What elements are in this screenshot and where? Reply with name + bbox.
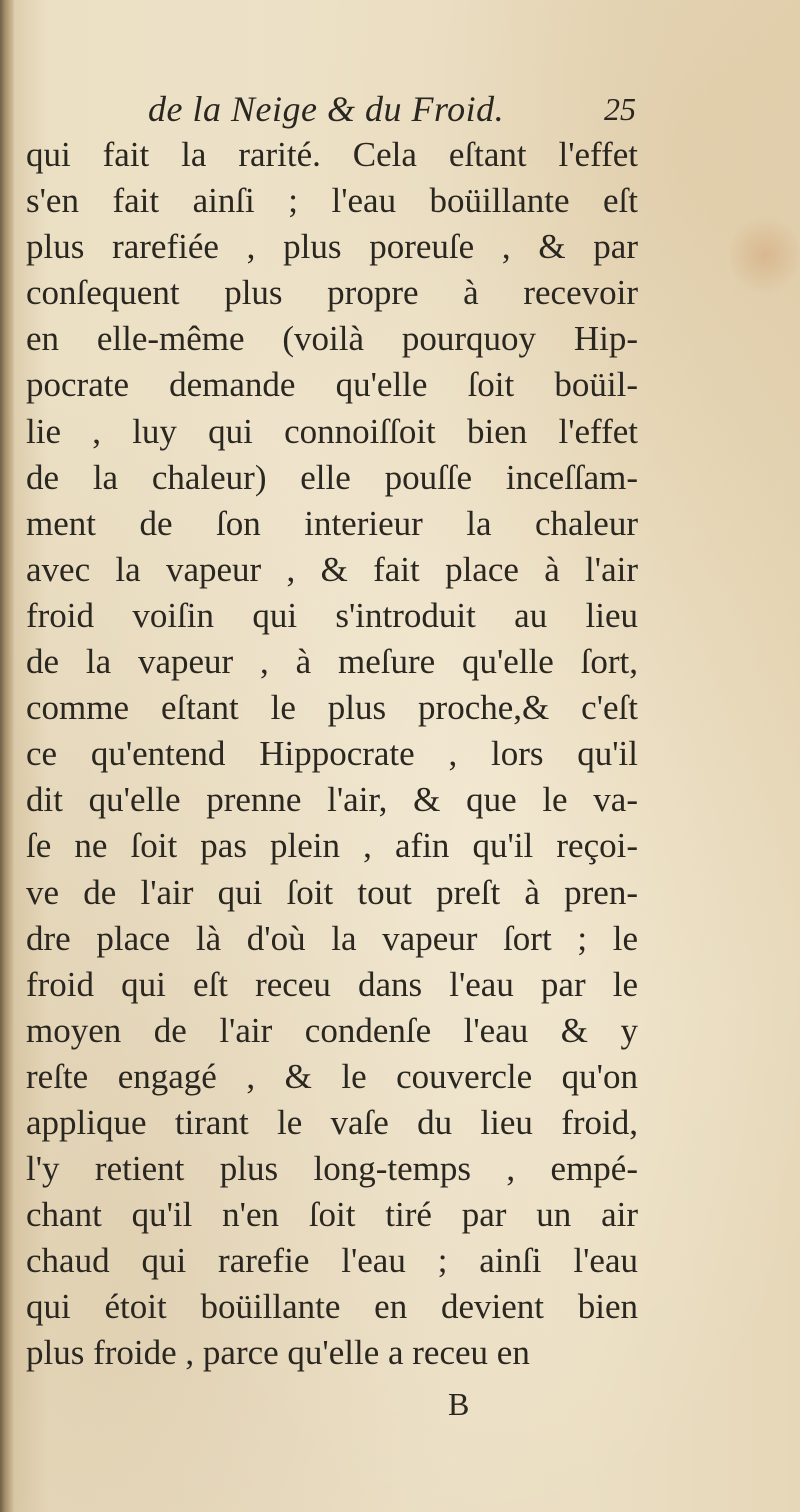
text-line: de la chaleur) elle pouſſe inceſſam- [26, 457, 638, 497]
text-line: dit qu'elle prenne l'air, & que le va- [26, 780, 638, 820]
text-line: moyen de l'air condenſe l'eau & y [26, 1010, 638, 1050]
text-line: qui fait la rarité. Cela eſtant l'effet [26, 135, 638, 174]
text-line: dre place là d'où la vapeur ſort ; le [26, 918, 638, 958]
text-line: applique tirant le vaſe du lieu froid, [26, 1102, 638, 1142]
text-line: en elle-même (voilà pourquoy Hip- [26, 319, 638, 359]
text-line: comme eſtant le plus proche,& c'eſt [26, 688, 638, 728]
text-line: ſe ne ſoit pas plein , afin qu'il reçoi- [26, 826, 638, 866]
text-line: ce qu'entend Hippocrate , lors qu'il [26, 734, 638, 774]
signature-mark: B [448, 1386, 470, 1422]
text-line: de la vapeur , à meſure qu'elle ſort, [26, 642, 638, 682]
text-line: plus rarefiée , plus poreuſe , & par [26, 227, 638, 267]
running-head-title: de la Neige & du Froid. [148, 89, 505, 129]
running-head [0, 84, 800, 134]
text-line: chaud qui rarefie l'eau ; ainſi l'eau [26, 1241, 638, 1281]
text-line: ve de l'air qui ſoit tout preſt à pren- [26, 872, 638, 912]
text-line: l'y retient plus long-temps , empé- [26, 1149, 638, 1189]
text-line: plus froide , parce qu'elle a receu en [26, 1333, 530, 1373]
text-line: froid voiſin qui s'introduit au lieu [26, 595, 638, 635]
text-line: lie , luy qui connoiſſoit bien l'effet [26, 411, 638, 451]
text-line: ment de ſon interieur la chaleur [26, 503, 638, 543]
text-line: conſequent plus propre à recevoir [26, 273, 638, 313]
text-line: reſte engagé , & le couvercle qu'on [26, 1056, 638, 1096]
text-line: chant qu'il n'en ſoit tiré par un air [26, 1195, 638, 1235]
text-line: froid qui eſt receu dans l'eau par le [26, 964, 638, 1004]
text-line: avec la vapeur , & fait place à l'air [26, 549, 638, 589]
paper-stain [730, 210, 800, 300]
page-number: 25 [604, 91, 636, 127]
body-text [26, 132, 638, 1377]
text-line: s'en fait ainſi ; l'eau boüillante eſt [26, 181, 638, 221]
text-line: qui étoit boüillante en devient bien [26, 1287, 638, 1327]
text-line: pocrate demande qu'elle ſoit boüil- [26, 365, 638, 405]
binding-edge [0, 0, 14, 1512]
